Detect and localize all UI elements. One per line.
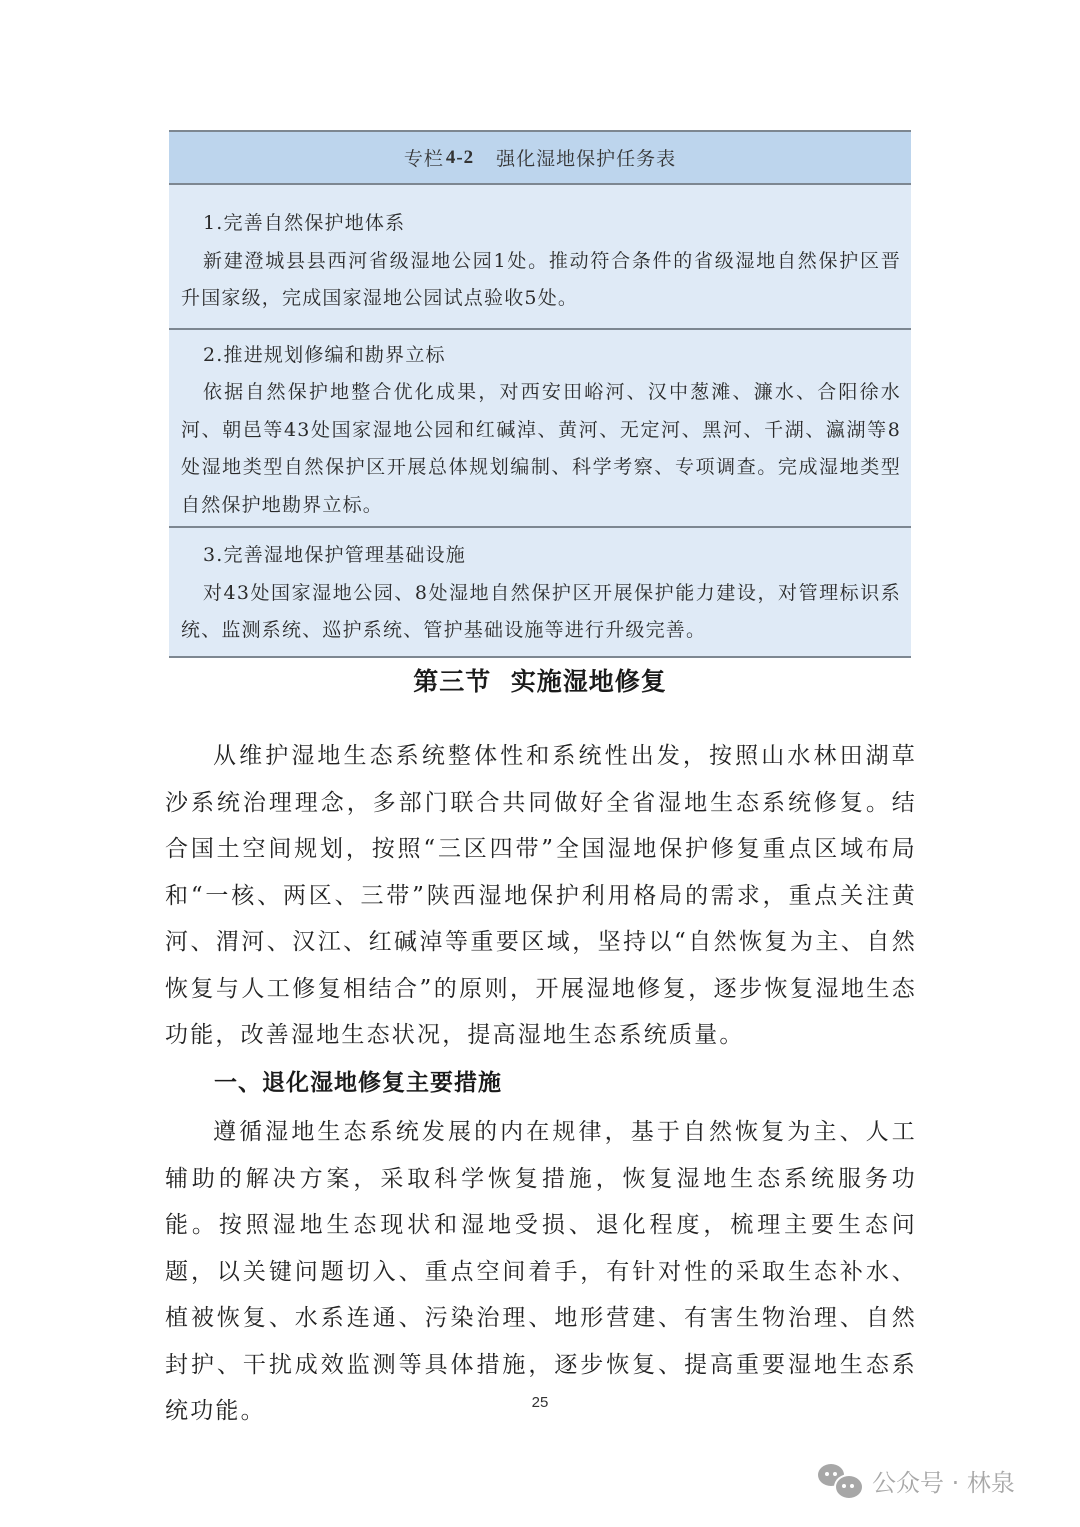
paragraph-intro: 从维护湿地生态系统整体性和系统性出发，按照山水林田湖草沙系统治理理念，多部门联合共同做好全省湿地生态系统修复。结合国土空间规划，按照“三区四带”全国湿地保护修复重点区域布局和“一核、两区、三带”陕西湿地保护利用格局的需求，重点关注黄河、渭河、汉江、红碱淖等重要区域，坚持以“自然恢复为主、自然恢复与人工修复相结合”的原则，开展湿地修复，逐步恢复湿地生态功能，改善湿地生态状况，提高湿地生态系统质量。: [165, 743, 917, 1048]
box-title-text: 强化湿地保护任务表: [496, 148, 677, 170]
box-section-text: 对43处国家湿地公园、8处湿地自然保护区开展保护能力建设，对管理标识系统、监测系统、巡护系统、管护基础设施等进行升级完善。: [181, 581, 901, 641]
box-title: [169, 132, 911, 185]
box-title-prefix: 专栏: [403, 148, 444, 170]
page-number: 25: [531, 1394, 549, 1411]
task-table-box: [169, 130, 911, 658]
paragraph-measures: 遵循湿地生态系统发展的内在规律，基于自然恢复为主、人工辅助的解决方案，采取科学恢复措施，恢复湿地生态系统服务功能。按照湿地生态现状和湿地受损、退化程度，梳理主要生态问题，以关键问题切入、重点空间着手，有针对性的采取生态补水、植被恢复、水系连通、污染治理、地形营建、有害生物治理、自然封护、干扰成效监测等具体措施，逐步恢复、提高重要湿地生态系统功能。: [165, 1119, 917, 1424]
box-section-3: [169, 526, 911, 656]
watermark-text: 公众号 · 林泉: [872, 1469, 1015, 1497]
subheading: 一、退化湿地修复主要措施: [214, 1070, 502, 1096]
box-section-text: 依据自然保护地整合优化成果，对西安田峪河、汉中葱滩、濂水、合阳徐水河、朝邑等43处国家湿地公园和红碱淖、黄河、无定河、黑河、千湖、瀛湖等8处湿地类型自然保护区开展总体规划编制、科学考察、专项调查。完成湿地类型自然保护地勘界立标。: [181, 381, 901, 516]
box-section-title: 2.推进规划修编和勘界立标: [203, 343, 446, 366]
box-section-1: [169, 185, 911, 328]
wechat-icon: [818, 1464, 862, 1498]
section-heading: 第三节 实施湿地修复: [413, 667, 667, 696]
box-section-text: 新建澄城县县西河省级湿地公园1处。推动符合条件的省级湿地自然保护区晋升国家级，完成国家湿地公园试点验收5处。: [181, 249, 901, 309]
box-section-title: 1.完善自然保护地体系: [203, 212, 406, 234]
box-section-2: [169, 328, 911, 527]
watermark: [818, 1463, 1015, 1498]
box-title-number: 4-2: [445, 146, 475, 168]
box-section-title: 3.完善湿地保护管理基础设施: [203, 544, 466, 566]
